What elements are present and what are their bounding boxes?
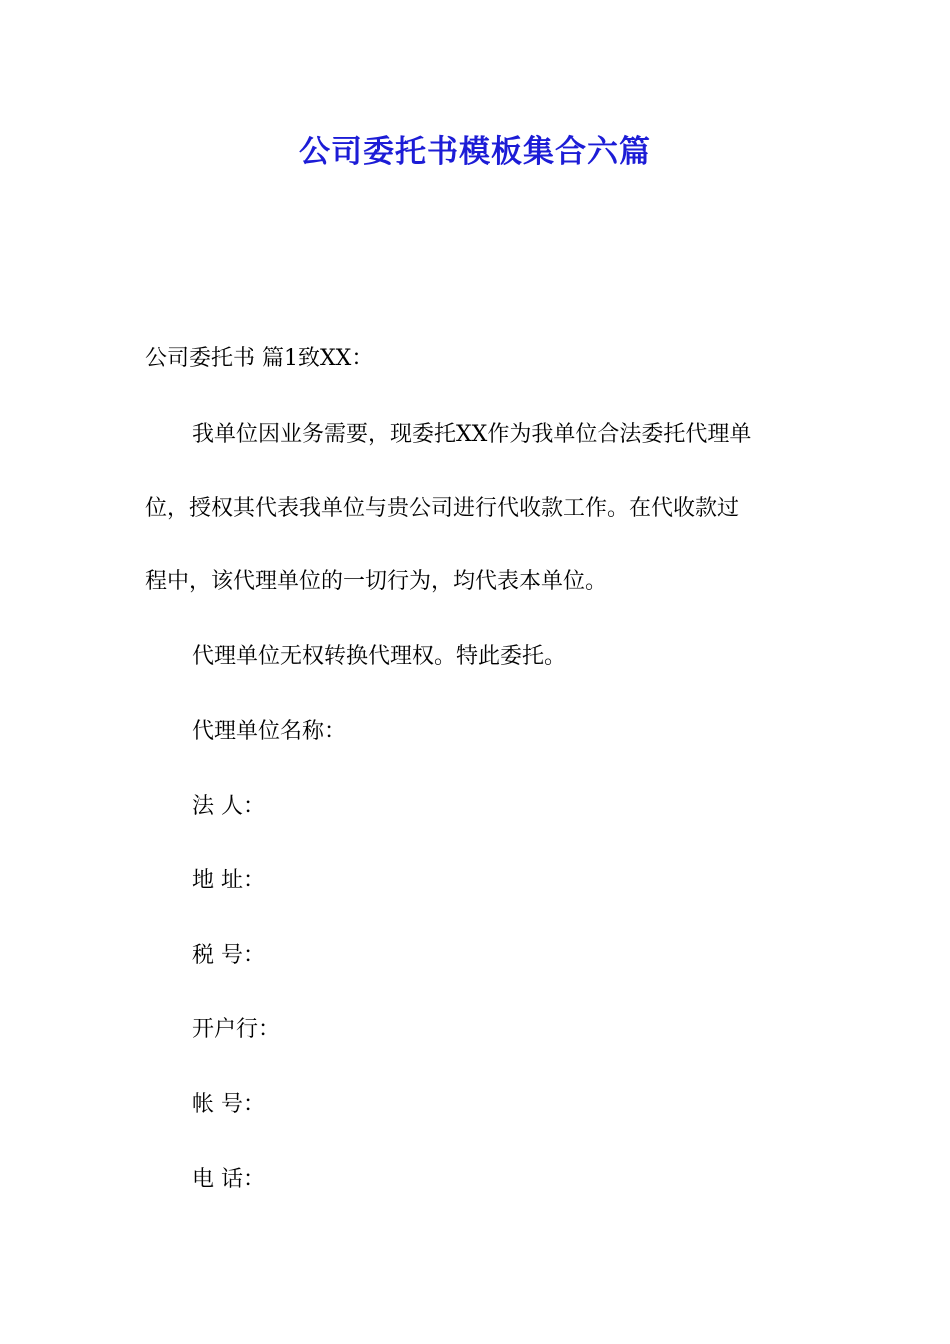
document-title: 公司委托书模板集合六篇 [299,134,651,170]
body-paragraph-line: 我单位因业务需要，现委托XX作为我单位合法委托代理单 [192,422,752,447]
field-agent-name: 代理单位名称： [192,719,347,744]
field-tax-number: 税 号： [192,943,265,968]
body-paragraph: 代理单位无权转换代理权。特此委托。 [192,644,567,669]
field-phone: 电 话： [192,1167,265,1192]
field-bank: 开户行： [192,1017,281,1042]
letter-heading: 公司委托书 篇1致XX： [145,346,374,371]
field-legal-person: 法 人： [192,794,265,819]
body-paragraph-line: 位，授权其代表我单位与贵公司进行代收款工作。在代收款过 [145,496,740,521]
field-address: 地 址： [192,868,265,893]
field-account: 帐 号： [192,1092,265,1117]
body-paragraph-line: 程中，该代理单位的一切行为，均代表本单位。 [145,569,608,594]
